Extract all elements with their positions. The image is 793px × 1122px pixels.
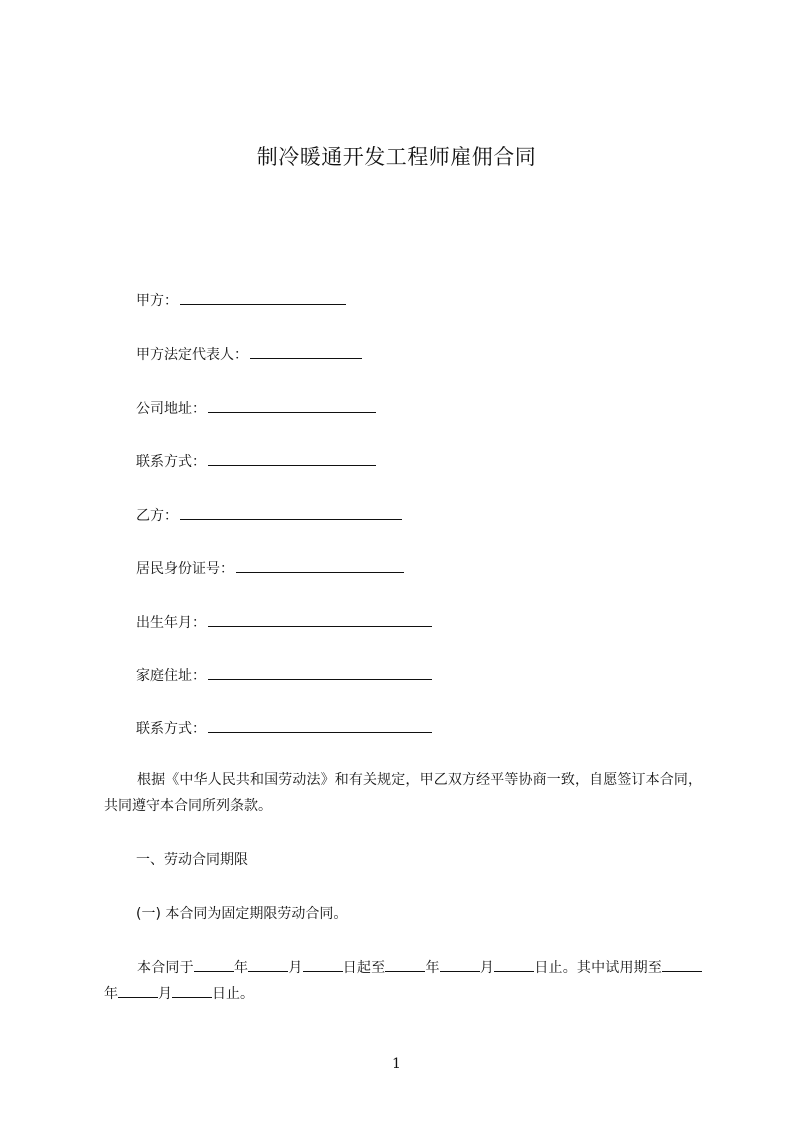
party-a-label: 甲方： xyxy=(136,293,178,309)
home-address-field xyxy=(136,665,432,686)
party-a-rep-field xyxy=(136,344,362,365)
party-a-field xyxy=(136,290,346,311)
home-address-label: 家庭住址： xyxy=(136,668,206,684)
birth-date-label: 出生年月： xyxy=(136,615,206,631)
year-label: 年 xyxy=(233,960,249,976)
party-a-contact-field xyxy=(136,451,376,472)
id-number-label: 居民身份证号： xyxy=(136,561,234,577)
birth-date-field xyxy=(136,612,432,633)
term-text-start: 本合同于 xyxy=(137,960,194,976)
home-address-blank xyxy=(208,665,432,680)
company-address-field xyxy=(136,398,376,419)
intro-paragraph: 根据《中华人民共和国劳动法》和有关规定，甲乙双方经平等协商一致，自愿签订本合同，共同遵守本合同所列条款。 xyxy=(104,772,702,814)
probation-year-blank xyxy=(662,957,702,972)
month-label: 月 xyxy=(158,986,172,1002)
birth-date-blank xyxy=(208,612,432,627)
party-a-rep-label: 甲方法定代表人： xyxy=(136,347,248,363)
party-a-contact-label: 联系方式： xyxy=(136,454,206,470)
end-month-blank xyxy=(440,957,480,972)
start-day-blank xyxy=(303,957,343,972)
start-year-blank xyxy=(194,957,234,972)
id-number-field xyxy=(136,558,404,579)
year-label: 年 xyxy=(104,986,118,1002)
party-a-rep-blank xyxy=(250,344,362,359)
month-label: 月 xyxy=(288,960,303,976)
subsection-fixed-term: (一) 本合同为固定期限劳动合同。 xyxy=(136,906,348,922)
party-b-contact-field xyxy=(136,718,432,739)
page-number: 1 xyxy=(392,1056,401,1072)
party-a-contact-blank xyxy=(208,451,376,466)
party-b-blank xyxy=(180,505,402,520)
party-a-blank xyxy=(180,290,346,305)
end-year-blank xyxy=(385,957,425,972)
company-address-label: 公司地址： xyxy=(136,401,206,417)
start-month-blank xyxy=(248,957,288,972)
end-day-blank xyxy=(494,957,534,972)
year-label: 年 xyxy=(425,960,440,976)
probation-end-text: 日止。 xyxy=(212,986,254,1002)
party-b-label: 乙方： xyxy=(136,508,178,524)
term-paragraph xyxy=(104,955,702,1007)
probation-month-blank xyxy=(118,983,158,998)
month-label: 月 xyxy=(479,960,495,976)
section-heading-term: 一、劳动合同期限 xyxy=(136,852,248,868)
party-b-field xyxy=(136,505,402,526)
party-b-contact-blank xyxy=(208,718,432,733)
document-title: 制冷暖通开发工程师雇佣合同 xyxy=(256,145,537,169)
end-day-text: 日止。其中试用期至 xyxy=(534,960,663,976)
company-address-blank xyxy=(208,398,376,413)
party-b-contact-label: 联系方式： xyxy=(136,721,206,737)
start-day-text: 日起至 xyxy=(342,960,386,976)
probation-day-blank xyxy=(172,983,212,998)
id-number-blank xyxy=(236,558,404,573)
